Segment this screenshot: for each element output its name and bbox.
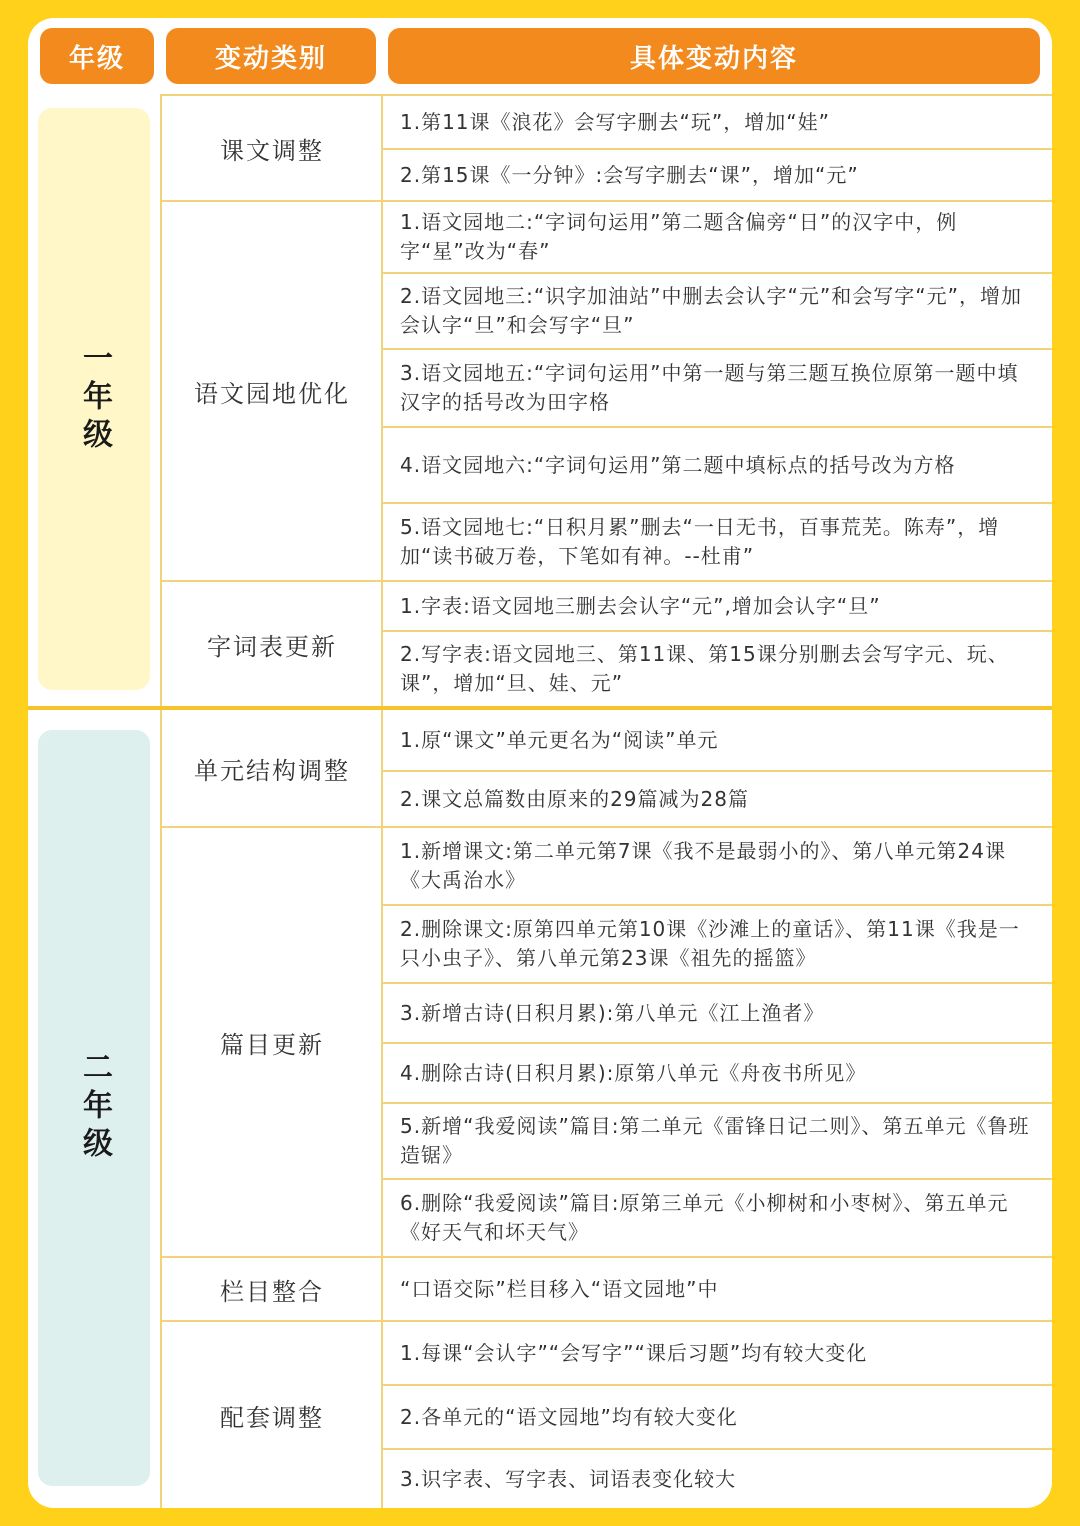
category-cell: 语文园地优化 [194,379,350,408]
grade1-block [38,108,150,690]
grade2-block [38,730,150,1486]
category-cell: 篇目更新 [220,1030,324,1059]
category-cell: 课文调整 [220,136,324,165]
content-row: 1.第11课《浪花》会写字删去“玩”，增加“娃” [400,109,830,134]
content-row: 1.语文园地二:“字词句运用”第二题含偏旁“日”的汉字中，例字“星”改为“春” [382,200,1052,272]
header-grade: 年级 [40,28,154,84]
content-row: 1.新增课文:第二单元第7课《我不是最弱小的》、第八单元第24课《大禹治水》 [382,826,1052,904]
content-row: 5.新增“我爱阅读”篇目:第二单元《雷锋日记二则》、第五单元《鲁班造锯》 [382,1102,1052,1178]
grade2-label: 二年级 [77,1051,112,1165]
content-row: 3.识字表、写字表、词语表变化较大 [382,1448,1052,1508]
category-cell: 字词表更新 [207,632,337,661]
content-row: 2.语文园地三:“识字加油站”中删去会认字“元”和会写字“元”，增加会认字“旦”和会写字“旦” [382,272,1052,348]
content-row: 1.每课“会认字”“会写字”“课后习题”均有较大变化 [382,1320,1052,1384]
content-row: 1.原“课文”单元更名为“阅读”单元 [400,727,719,752]
content-row: 2.写字表:语文园地三、第11课、第15课分别删去会写字元、玩、课”，增加“旦、娃、元” [382,630,1052,706]
header-content: 具体变动内容 [388,28,1040,84]
content-row: 4.删除古诗(日积月累):原第八单元《舟夜书所见》 [382,1042,1052,1102]
header-category: 变动类别 [166,28,376,84]
table-card [28,18,1052,1508]
content-row: 4.语文园地六:“字词句运用”第二题中填标点的括号改为方格 [382,426,1052,502]
category-cell: 配套调整 [220,1403,324,1432]
grade1-label: 一年级 [77,342,112,456]
content-row: 6.删除“我爱阅读”篇目:原第三单元《小柳树和小枣树》、第五单元《好天气和坏天气》 [382,1178,1052,1256]
content-row: 5.语文园地七:“日积月累”删去“一日无书，百事荒芜。陈寿”，增加“读书破万卷，下笔如有神。--杜甫” [382,502,1052,580]
content-row: 2.删除课文:原第四单元第10课《沙滩上的童话》、第11课《我是一只小虫子》、第八单元第23课《祖先的摇篮》 [382,904,1052,982]
category-cell: 栏目整合 [220,1277,324,1306]
content-row: 3.语文园地五:“字词句运用”中第一题与第三题互换位原第一题中填汉字的括号改为田字格 [382,348,1052,426]
content-row: 2.第15课《一分钟》:会写字删去“课”，增加“元” [382,148,1052,200]
category-cell: 单元结构调整 [194,756,350,785]
content-row: 1.字表:语文园地三删去会认字“元”,增加会认字“旦” [382,580,1052,630]
content-row: 2.各单元的“语文园地”均有较大变化 [382,1384,1052,1448]
content-row: 3.新增古诗(日积月累):第八单元《江上渔者》 [382,982,1052,1042]
content-row: “口语交际”栏目移入“语文园地”中 [382,1256,1052,1320]
content-row: 2.课文总篇数由原来的29篇减为28篇 [382,770,1052,826]
